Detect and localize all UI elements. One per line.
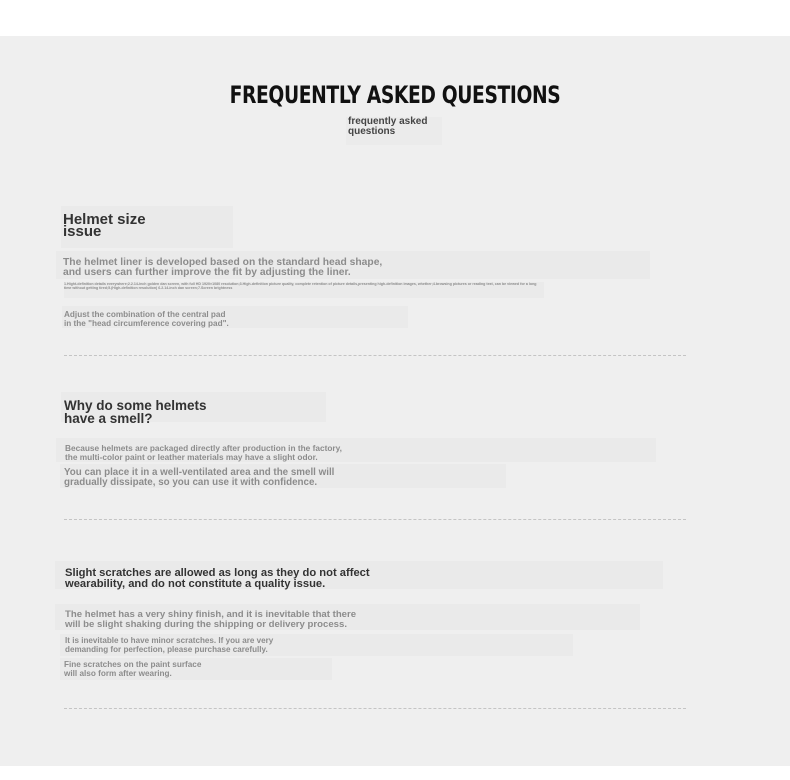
faq-answer-shipping-shake: The helmet has a very shiny finish, and it is inevitable that there will be slight shaking during the shipping or delivery process. (55, 604, 640, 630)
faq-answer-central-pad: Adjust the combination of the central pad in the "head circumference covering pad". (62, 306, 408, 328)
faq-question-scratches: Slight scratches are allowed as long as they do not affect wearability, and do not constitute a quality issue. (55, 561, 663, 589)
faq-question-helmet-smell: Why do some helmets have a smell? (61, 392, 326, 422)
faq-answer-liner-fit: The helmet liner is developed based on the standard head shape, and users can further improve the fit by adjusting the liner. (56, 251, 650, 279)
page-title: FREQUENTLY ASKED QUESTIONS (229, 81, 561, 109)
faq-question-helmet-size: Helmet size issue (61, 206, 233, 248)
faq-divider (64, 708, 686, 709)
faq-answer-factory-odor: Because helmets are packaged directly after production in the factory, the multi-color paint or leather materials may have a slight odor. (56, 438, 656, 462)
faq-divider (64, 519, 686, 520)
faq-answer-paint-surface: Fine scratches on the paint surface will also form after wearing. (60, 658, 332, 680)
faq-answer-ventilate: You can place it in a well-ventilated area and the smell will gradually dissipate, so you can use it with confidence. (60, 464, 506, 488)
faq-divider (64, 355, 686, 356)
faq-answer-details-fineprint: 1.Hight-definition details everywhere;2.2.14-inch golden dan screen, with full HD 1920×1080 resolution;3.High-definition picture quality, complete retention of picture details,presenting high-definition images, whether;4.browsing pictures or reading text, can be viewed for a long time without getting tired;5.(High-definition resolution) 6.2.14-inch dan screen;7.Screen brightness (64, 282, 544, 298)
faq-answer-minor-scratches: It is inevitable to have minor scratches. If you are very demanding for perfection, please purchase carefully. (60, 634, 573, 656)
page-subtitle: frequently asked questions (346, 117, 442, 145)
